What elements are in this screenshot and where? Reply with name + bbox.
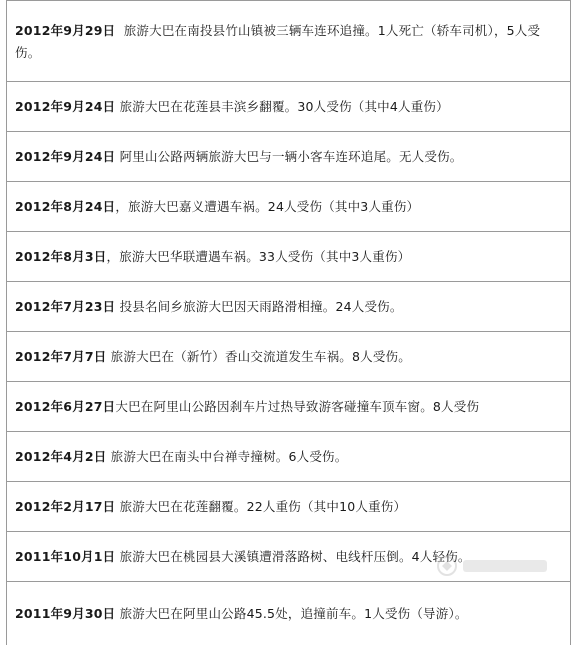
row-date: 2012年2月17日 [15,498,116,514]
row-date: 2011年10月1日 [15,548,116,564]
row-text: ，旅游大巴嘉义遭遇车祸。24人受伤（其中3人重伤） [115,198,420,214]
table-row [7,1,570,82]
row-text: 旅游大巴在南头中台禅寺撞树。6人受伤。 [106,448,348,464]
row-text: 旅游大巴在南投县竹山镇被三辆车连环追撞。1人死亡（轿车司机），5人受伤。 [15,23,541,60]
row-text: 旅游大巴在桃园县大溪镇遭滑落路树、电线杆压倒。4人轻伤。 [115,548,471,564]
table-row [7,182,570,232]
row-text: 旅游大巴在花莲县丰滨乡翻覆。30人受伤（其中4人重伤） [115,98,449,114]
row-date: 2012年7月7日 [15,348,107,364]
row-date: 2012年9月29日 [15,23,116,38]
table-row [7,132,570,182]
row-text: 大巴在阿里山公路因刹车片过热导致游客碰撞车顶车窗。8人受伤 [115,398,480,414]
row-text: 旅游大巴在阿里山公路45.5处，追撞前车。1人受伤（导游）。 [115,605,468,621]
row-date: 2011年9月30日 [15,605,116,621]
row-date: 2012年4月2日 [15,448,107,464]
table-row [7,232,570,282]
row-date: 2012年6月27日 [15,398,116,414]
table-row [7,332,570,382]
row-text: ，旅游大巴华联遭遇车祸。33人受伤（其中3人重伤） [106,248,411,264]
row-date: 2012年9月24日 [15,148,116,164]
accident-table [6,0,571,645]
watermark-logo-icon [435,551,555,581]
row-date: 2012年8月24日 [15,198,116,214]
row-text: 旅游大巴在（新竹）香山交流道发生车祸。8人受伤。 [106,348,411,364]
table-row [7,82,570,132]
row-date: 2012年8月3日 [15,248,107,264]
table-row [7,432,570,482]
row-date: 2012年7月23日 [15,298,116,314]
table-row [7,482,570,532]
table-row [7,582,570,645]
table-row [7,282,570,332]
row-text: 投县名间乡旅游大巴因天雨路滑相撞。24人受伤。 [115,298,403,314]
row-text: 阿里山公路两辆旅游大巴与一辆小客车连环追尾。无人受伤。 [115,148,463,164]
row-date: 2012年9月24日 [15,98,116,114]
table-row [7,382,570,432]
row-text: 旅游大巴在花莲翻覆。22人重伤（其中10人重伤） [115,498,407,514]
